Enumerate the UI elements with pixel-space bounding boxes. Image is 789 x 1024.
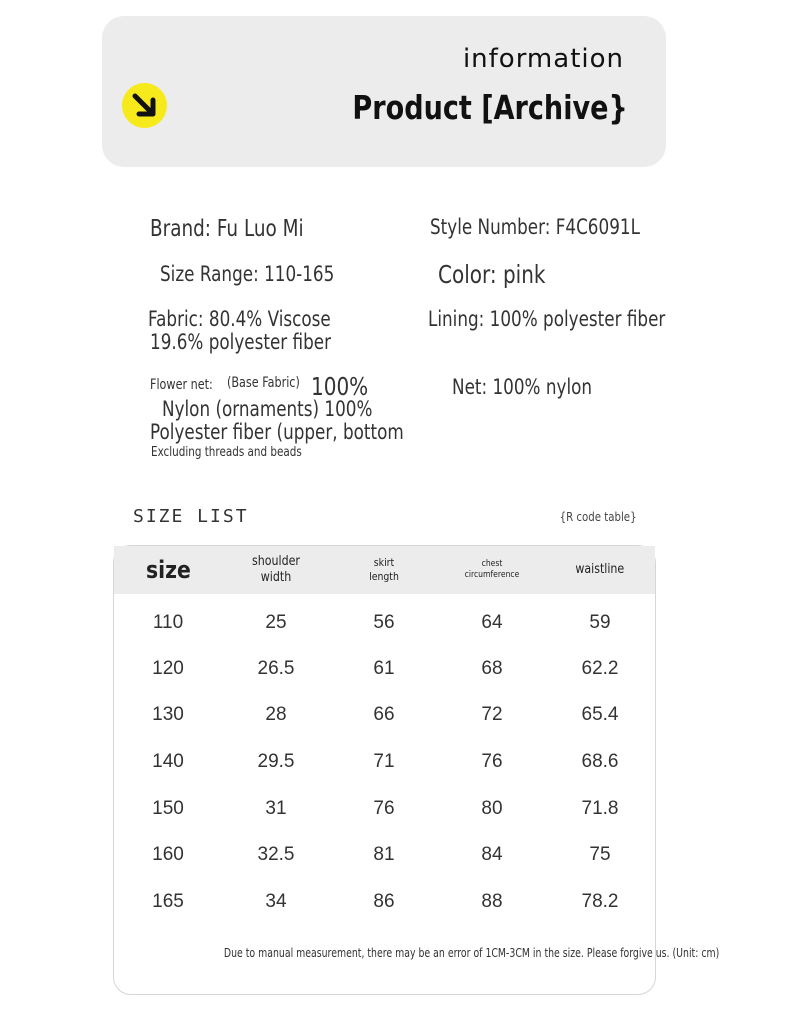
fabric-line-1: Fabric: 80.4% Viscose xyxy=(148,307,331,331)
measurement-note: Due to manual measurement, there may be an error of 1CM-3CM in the size. Please forgive us. (Unit: cm) xyxy=(223,946,720,960)
cell-shoulder-width: 29.5 xyxy=(257,751,295,772)
cell-waistline: 65.4 xyxy=(581,704,619,725)
cell-waistline: 78.2 xyxy=(581,891,619,912)
table-row xyxy=(114,879,655,925)
cell-waistline: 68.6 xyxy=(581,751,619,772)
cell-shoulder-width: 28 xyxy=(265,704,287,725)
header-shoulder-width: shoulder width xyxy=(252,553,300,585)
cell-size: 120 xyxy=(152,658,184,679)
cell-skirt-length: 86 xyxy=(373,891,395,912)
table-row xyxy=(114,646,655,692)
cell-chest: 76 xyxy=(481,751,503,772)
cell-size: 130 xyxy=(152,704,184,725)
size-range-text: Size Range: 110-165 xyxy=(160,262,335,286)
table-row xyxy=(114,786,655,832)
cell-chest: 88 xyxy=(481,891,503,912)
cell-chest: 72 xyxy=(481,704,503,725)
cell-shoulder-width: 31 xyxy=(265,798,287,819)
cell-size: 165 xyxy=(152,891,184,912)
cell-waistline: 59 xyxy=(589,612,611,633)
brand-text: Brand: Fu Luo Mi xyxy=(150,216,304,242)
header-skirt-length: skirt length xyxy=(369,556,399,583)
cell-shoulder-width: 25 xyxy=(265,612,287,633)
cell-skirt-length: 66 xyxy=(373,704,395,725)
cell-chest: 84 xyxy=(481,844,503,865)
table-row xyxy=(114,692,655,738)
cell-skirt-length: 76 xyxy=(373,798,395,819)
lining-text: Lining: 100% polyester fiber xyxy=(428,307,666,331)
base-fabric-label: (Base Fabric) xyxy=(227,375,300,391)
cell-waistline: 71.8 xyxy=(581,798,619,819)
cell-waistline: 62.2 xyxy=(581,658,619,679)
cell-chest: 68 xyxy=(481,658,503,679)
net-text: Net: 100% nylon xyxy=(452,375,593,399)
fabric-line-2: 19.6% polyester fiber xyxy=(150,330,332,354)
size-table xyxy=(113,545,720,995)
cell-size: 110 xyxy=(152,612,184,633)
cell-skirt-length: 71 xyxy=(373,751,395,772)
cell-shoulder-width: 26.5 xyxy=(257,658,295,679)
cell-size: 140 xyxy=(152,751,184,772)
size-list-title: SIZE LIST xyxy=(133,506,249,527)
cell-shoulder-width: 32.5 xyxy=(257,844,295,865)
table-row xyxy=(114,600,655,646)
cell-size: 150 xyxy=(152,798,184,819)
cell-chest: 64 xyxy=(481,612,503,633)
table-row xyxy=(114,832,655,878)
information-heading: information xyxy=(462,44,624,74)
cell-skirt-length: 61 xyxy=(373,658,395,679)
base-fabric-value: 100% xyxy=(311,372,369,401)
color-text: Color: pink xyxy=(438,260,546,289)
header-size: size xyxy=(145,556,191,584)
flower-net-label: Flower net: xyxy=(150,377,213,393)
cell-chest: 80 xyxy=(481,798,503,819)
header-waistline: waistline xyxy=(575,561,625,577)
table-header xyxy=(114,546,655,594)
code-table-label: {R code table} xyxy=(560,510,637,524)
cell-waistline: 75 xyxy=(589,844,611,865)
header-chest-circumference: chest circumference xyxy=(464,558,520,580)
cell-skirt-length: 81 xyxy=(373,844,395,865)
page-title: Product [Archive} xyxy=(352,88,628,127)
polyester-line: Polyester fiber (upper, bottom xyxy=(150,420,404,444)
style-number-text: Style Number: F4C6091L xyxy=(430,215,640,239)
cell-skirt-length: 56 xyxy=(373,612,395,633)
cell-shoulder-width: 34 xyxy=(265,891,287,912)
arrow-down-right-icon xyxy=(122,83,167,128)
table-row xyxy=(114,739,655,785)
cell-size: 160 xyxy=(152,844,184,865)
nylon-line: Nylon (ornaments) 100% xyxy=(162,397,373,421)
excluding-line: Excluding threads and beads xyxy=(151,445,302,460)
